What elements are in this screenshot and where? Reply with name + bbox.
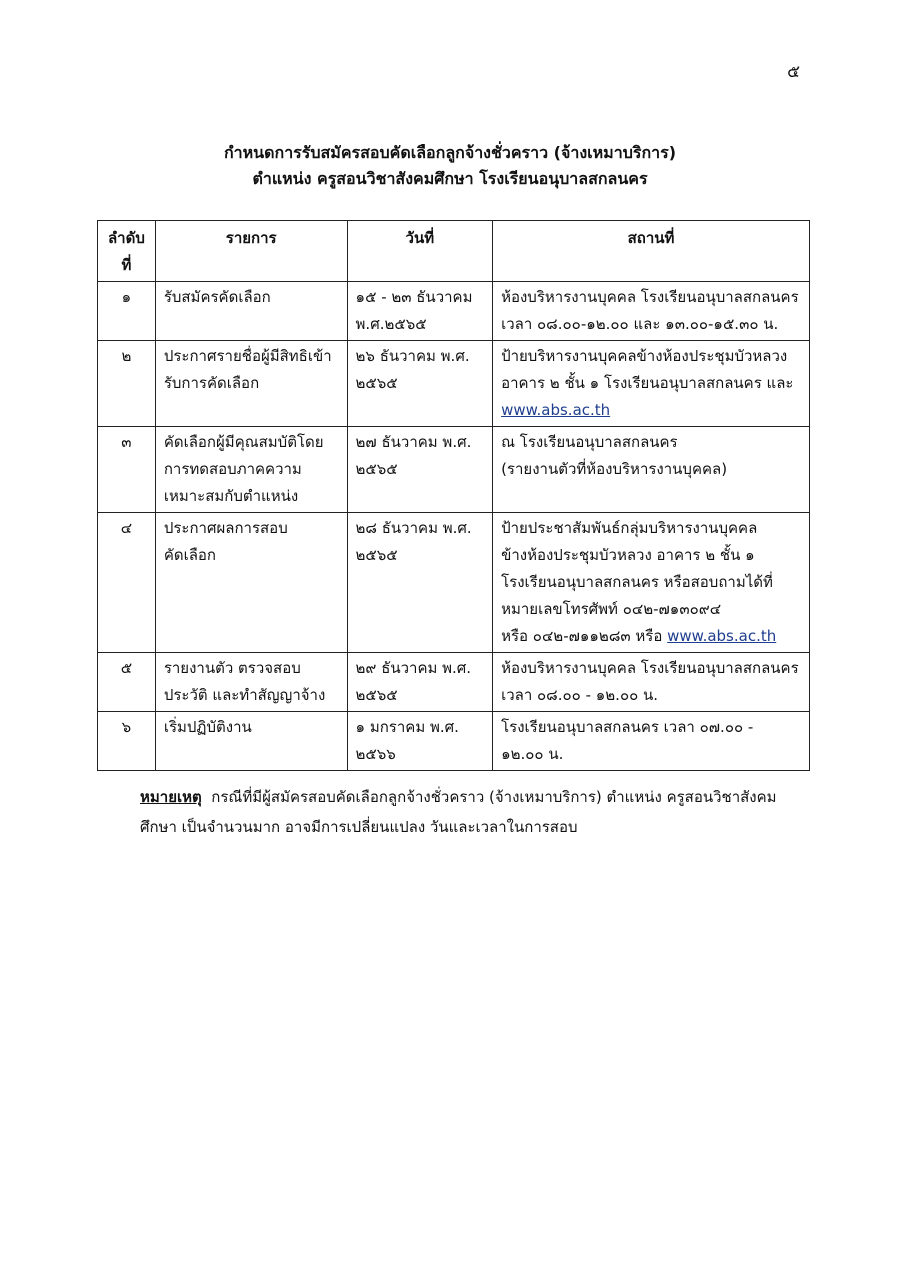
row-item-line: เหมาะสมกับตำแหน่ง bbox=[163, 487, 299, 505]
row-item-line: รับการคัดเลือก bbox=[163, 374, 260, 392]
row-place bbox=[493, 712, 810, 771]
header-no-line1: ลำดับ bbox=[107, 229, 145, 247]
row-place bbox=[493, 653, 810, 712]
table-row bbox=[98, 653, 810, 712]
row-date bbox=[347, 282, 493, 341]
row-place-line: อาคาร ๒ ชั้น ๑ โรงเรียนอนุบาลสกลนคร และ bbox=[501, 374, 794, 392]
row-item-line: เริ่มปฏิบัติงาน bbox=[163, 718, 252, 736]
row-item-line: ประกาศรายชื่อผู้มีสิทธิเข้า bbox=[163, 347, 332, 365]
row-item bbox=[155, 282, 347, 341]
row-place bbox=[493, 513, 810, 653]
table-row bbox=[98, 282, 810, 341]
table-row bbox=[98, 427, 810, 513]
row-place-line: ห้องบริหารงานบุคคล โรงเรียนอนุบาลสกลนคร bbox=[501, 659, 799, 677]
row-place-line: ป้ายประชาสัมพันธ์กลุ่มบริหารงานบุคคล bbox=[501, 519, 758, 537]
row-date-line: ๒๕๖๕ bbox=[355, 546, 398, 564]
row-date-line: ๒๕๖๕ bbox=[355, 686, 398, 704]
header-date: วันที่ bbox=[347, 221, 493, 282]
page-number: ๕ bbox=[787, 62, 800, 82]
row-place-line: เวลา ๐๘.๐๐ - ๑๒.๐๐ น. bbox=[501, 686, 659, 704]
row-place-line: ข้างห้องประชุมบัวหลวง อาคาร ๒ ชั้น ๑ bbox=[501, 546, 755, 564]
row-place bbox=[493, 427, 810, 513]
table-row bbox=[98, 712, 810, 771]
row-item bbox=[155, 427, 347, 513]
row-date bbox=[347, 427, 493, 513]
document-title bbox=[0, 140, 900, 192]
header-item: รายการ bbox=[155, 221, 347, 282]
row-place-line: ป้ายบริหารงานบุคคลข้างห้องประชุมบัวหลวง bbox=[501, 347, 788, 365]
row-place-line: หมายเลขโทรศัพท์ ๐๔๒-๗๑๓๐๙๔ bbox=[501, 600, 722, 618]
row-place-line: เวลา ๐๘.๐๐-๑๒.๐๐ และ ๑๓.๐๐-๑๕.๓๐ น. bbox=[501, 315, 779, 333]
row-place-line: ๑๒.๐๐ น. bbox=[501, 745, 564, 763]
row-number: ๓ bbox=[98, 427, 156, 513]
table-header-row bbox=[98, 221, 810, 282]
row-date-line: ๒๖ ธันวาคม พ.ศ. bbox=[355, 347, 470, 365]
note bbox=[140, 782, 820, 842]
row-item-line: รายงานตัว ตรวจสอบ bbox=[163, 659, 301, 677]
header-place: สถานที่ bbox=[493, 221, 810, 282]
row-number: ๒ bbox=[98, 341, 156, 427]
title-line-1: กำหนดการรับสมัครสอบคัดเลือกลูกจ้างชั่วคราว (จ้างเหมาบริการ) bbox=[223, 143, 677, 162]
row-place-line: โรงเรียนอนุบาลสกลนคร หรือสอบถามได้ที่ bbox=[501, 573, 773, 591]
row-date-line: พ.ศ.๒๕๖๕ bbox=[355, 315, 427, 333]
row-number: ๖ bbox=[98, 712, 156, 771]
note-text-1: กรณีที่มีผู้สมัครสอบคัดเลือกลูกจ้างชั่วคราว (จ้างเหมาบริการ) ตำแหน่ง ครูสอนวิชาสังคม bbox=[211, 788, 777, 806]
row-place-line: ห้องบริหารงานบุคคล โรงเรียนอนุบาลสกลนคร bbox=[501, 288, 799, 306]
row-date bbox=[347, 653, 493, 712]
table-row bbox=[98, 341, 810, 427]
row-place bbox=[493, 282, 810, 341]
note-line-1 bbox=[140, 782, 820, 812]
row-number: ๕ bbox=[98, 653, 156, 712]
row-date-line: ๒๕๖๖ bbox=[355, 745, 396, 763]
row-date-line: ๒๙ ธันวาคม พ.ศ. bbox=[355, 659, 472, 677]
row-number: ๔ bbox=[98, 513, 156, 653]
row-place-line: โรงเรียนอนุบาลสกลนคร เวลา ๐๗.๐๐ - bbox=[501, 718, 754, 736]
schedule-table bbox=[97, 220, 810, 771]
row-item-line: ประวัติ และทำสัญญาจ้าง bbox=[163, 686, 326, 704]
row-date-line: ๒๘ ธันวาคม พ.ศ. bbox=[355, 519, 472, 537]
row-place bbox=[493, 341, 810, 427]
row-place-phone-text: หรือ ๐๔๒-๗๑๑๒๘๓ หรือ bbox=[501, 627, 668, 645]
row-place-line bbox=[501, 623, 801, 650]
website-link[interactable]: www.abs.ac.th bbox=[667, 627, 777, 645]
row-date bbox=[347, 513, 493, 653]
row-date bbox=[347, 341, 493, 427]
row-item-line: รับสมัครคัดเลือก bbox=[163, 288, 271, 306]
note-label: หมายเหตุ bbox=[140, 788, 202, 806]
website-link[interactable]: www.abs.ac.th bbox=[501, 401, 611, 419]
row-date-line: ๒๕๖๕ bbox=[355, 460, 398, 478]
row-item bbox=[155, 653, 347, 712]
header-no bbox=[98, 221, 156, 282]
row-item bbox=[155, 712, 347, 771]
row-date bbox=[347, 712, 493, 771]
row-date-line: ๒๗ ธันวาคม พ.ศ. bbox=[355, 433, 472, 451]
row-item-line: การทดสอบภาคความ bbox=[163, 460, 302, 478]
row-date-line: ๒๕๖๕ bbox=[355, 374, 398, 392]
row-item-line: คัดเลือก bbox=[163, 546, 217, 564]
row-place-line: ณ โรงเรียนอนุบาลสกลนคร bbox=[501, 433, 678, 451]
row-place-line: (รายงานตัวที่ห้องบริหารงานบุคคล) bbox=[501, 460, 728, 478]
row-item bbox=[155, 513, 347, 653]
row-item-line: ประกาศผลการสอบ bbox=[163, 519, 288, 537]
row-item-line: คัดเลือกผู้มีคุณสมบัติโดย bbox=[163, 433, 324, 451]
row-number: ๑ bbox=[98, 282, 156, 341]
schedule-body bbox=[98, 282, 810, 771]
row-item bbox=[155, 341, 347, 427]
table-row bbox=[98, 513, 810, 653]
title-line-2: ตำแหน่ง ครูสอนวิชาสังคมศึกษา โรงเรียนอนุบาลสกลนคร bbox=[252, 169, 648, 188]
header-no-line2: ที่ bbox=[121, 256, 132, 274]
row-date-line: ๑๕ - ๒๓ ธันวาคม bbox=[355, 288, 473, 306]
row-place-line bbox=[501, 397, 801, 424]
row-date-line: ๑ มกราคม พ.ศ. bbox=[355, 718, 459, 736]
note-line-2: ศึกษา เป็นจำนวนมาก อาจมีการเปลี่ยนแปลง วันและเวลาในการสอบ bbox=[140, 818, 578, 836]
